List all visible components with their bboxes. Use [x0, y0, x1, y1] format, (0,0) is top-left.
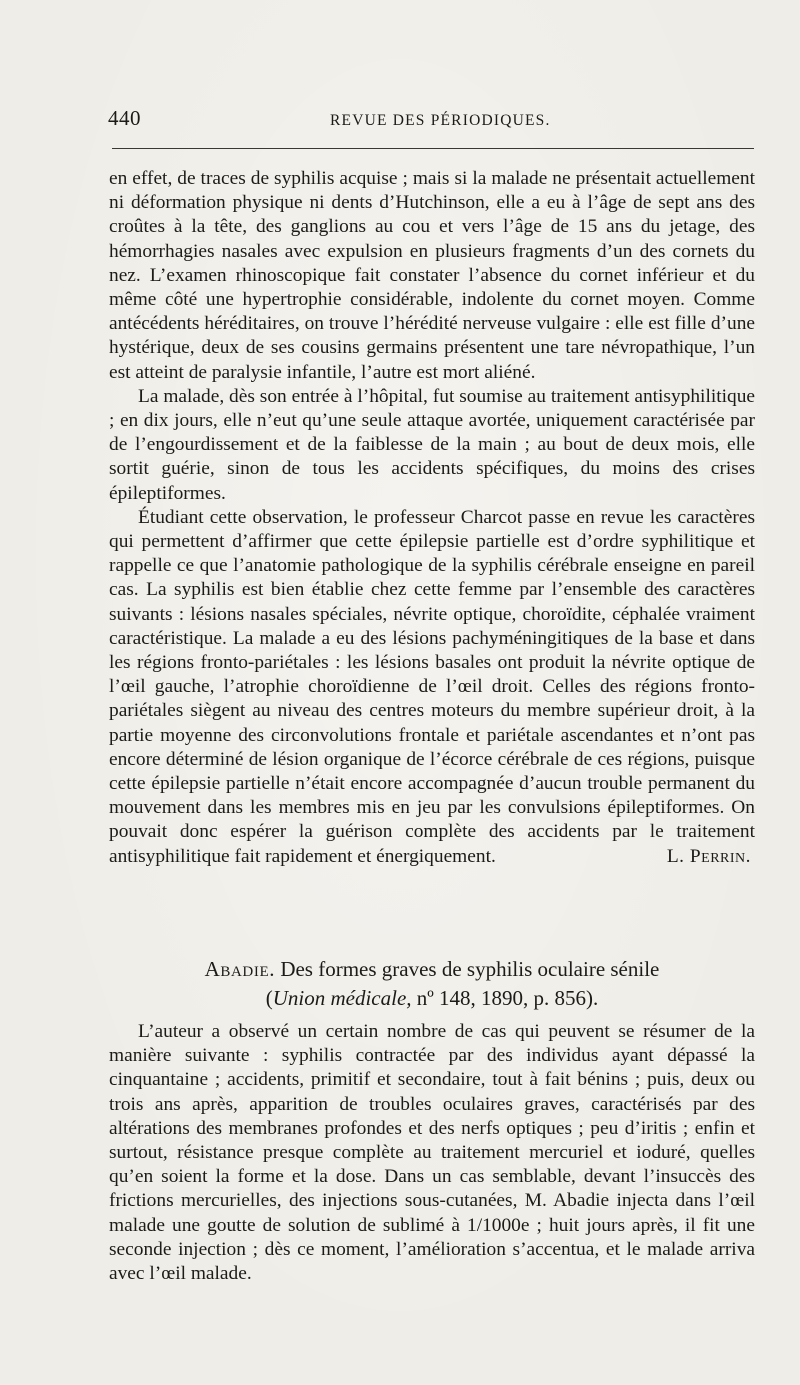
article-1-paragraph-3-text: Étudiant cette observation, le professeur Charcot passe en revue les caractères qui permettent d’affirmer que cette épilepsie partielle est d’ordre syphilitique et rappelle ce que l’anatomie pathologique de la syphilis cérébrale enseigne en pareil cas. La syphilis est bien établie chez cette femme par l’ensemble des caractères suivants : lésions nasales spéciales, névrite optique, choroïdite, céphalée vraiment caractéristique. La malade a eu des lésions pachyméningitiques de la base et dans les régions fronto-pariétales : les lésions basales ont produit la névrite optique de l’œil gauche, l’atrophie choroïdienne de l’œil droit. Celles des régions fronto-pariétales siègent au niveau des centres moteurs du membre supérieur droit, à la partie moyenne des circonvolutions frontale et pariétale ascendantes et n’ont pas encore déterminé de lésion organique de l’écorce cérébrale de ces régions, puisque cette épilepsie partielle n’était encore accompagnée d’aucun trouble permanent du mouvement dans les membres mis en jeu par les convulsions épileptiformes. On pouvait donc espérer la guérison complète des accidents par le traitement antisyphilitique fait rapidement et énergiquement. [109, 506, 755, 867]
article-2-heading [109, 955, 755, 1013]
article-2-author: Abadie. [204, 957, 276, 981]
article-1-paragraph-1: en effet, de traces de syphilis acquise ; mais si la malade ne présentait actuellement ni déformation physique ni dents d’Hutchinson, elle a eu à l’âge de sept ans des croûtes à la tête, des ganglions au cou et vers l’âge de 15 ans du jetage, des hémorrhagies nasales avec expulsion en plusieurs fragments d’un des cornets du nez. L’examen rhinoscopique fait constater l’absence du cornet inférieur et du même côté une hypertrophie considérable, indolente du cornet moyen. Comme antécédents héréditaires, on trouve l’hérédité nerveuse vulgaire : elle est fille d’une hystérique, deux de ses cousins germains présentent une tare névropathique, l’un est atteint de paralysie infantile, l’autre est mort aliéné. [109, 168, 755, 383]
article-2-title-line [109, 955, 755, 984]
page-number: 440 [108, 106, 141, 130]
page-header [108, 106, 758, 136]
article-2-journal: Union médicale, [272, 986, 412, 1010]
article-1-body [109, 167, 755, 869]
article-1-signature: L. Perrin. [666, 845, 751, 867]
article-1-paragraph-2: La malade, dès son entrée à l’hôpital, fut soumise au traitement antisyphilitique ; en dix jours, elle n’eut qu’une seule attaque avortée, uniquement caractérisée par de l’engourdissement et de la faiblesse de la main ; au bout de deux mois, elle sortit guérie, sinon de tous les accidents spécifiques, du moins des crises épileptiformes. [109, 385, 755, 504]
article-2-reference-rest: nº 148, 1890, p. 856). [411, 986, 599, 1010]
article-2-reference-open: ( [265, 986, 273, 1010]
article-2-title: Des formes graves de syphilis oculaire sénile [280, 957, 660, 981]
article-2-reference [109, 984, 755, 1013]
header-rule [112, 148, 754, 149]
article-1-paragraph-3 [109, 506, 755, 869]
article-2-paragraph-1: L’auteur a observé un certain nombre de cas qui peuvent se résumer de la manière suivante : syphilis contractée par des individus ayant dépassé la cinquantaine ; accidents, primitif et secondaire, tout à fait bénins ; puis, deux ou trois ans après, apparition de troubles oculaires graves, caractérisés par des altérations des membranes profondes et des nerfs optiques ; peu d’iritis ; enfin et surtout, résistance presque complète au traitement mercuriel et ioduré, quelles qu’en soient la forme et la dose. Dans un cas semblable, devant l’insuccès des frictions mercurielles, des injections sous-cutanées, M. Abadie injecta dans l’œil malade une goutte de solution de sublimé à 1/1000e ; huit jours après, il fit une seconde injection ; dès ce moment, l’amélioration s’accentua, et le malade arriva avec l’œil malade. [109, 1021, 755, 1285]
article-2-body [109, 1020, 755, 1286]
running-title: REVUE DES PÉRIODIQUES. [330, 112, 551, 129]
